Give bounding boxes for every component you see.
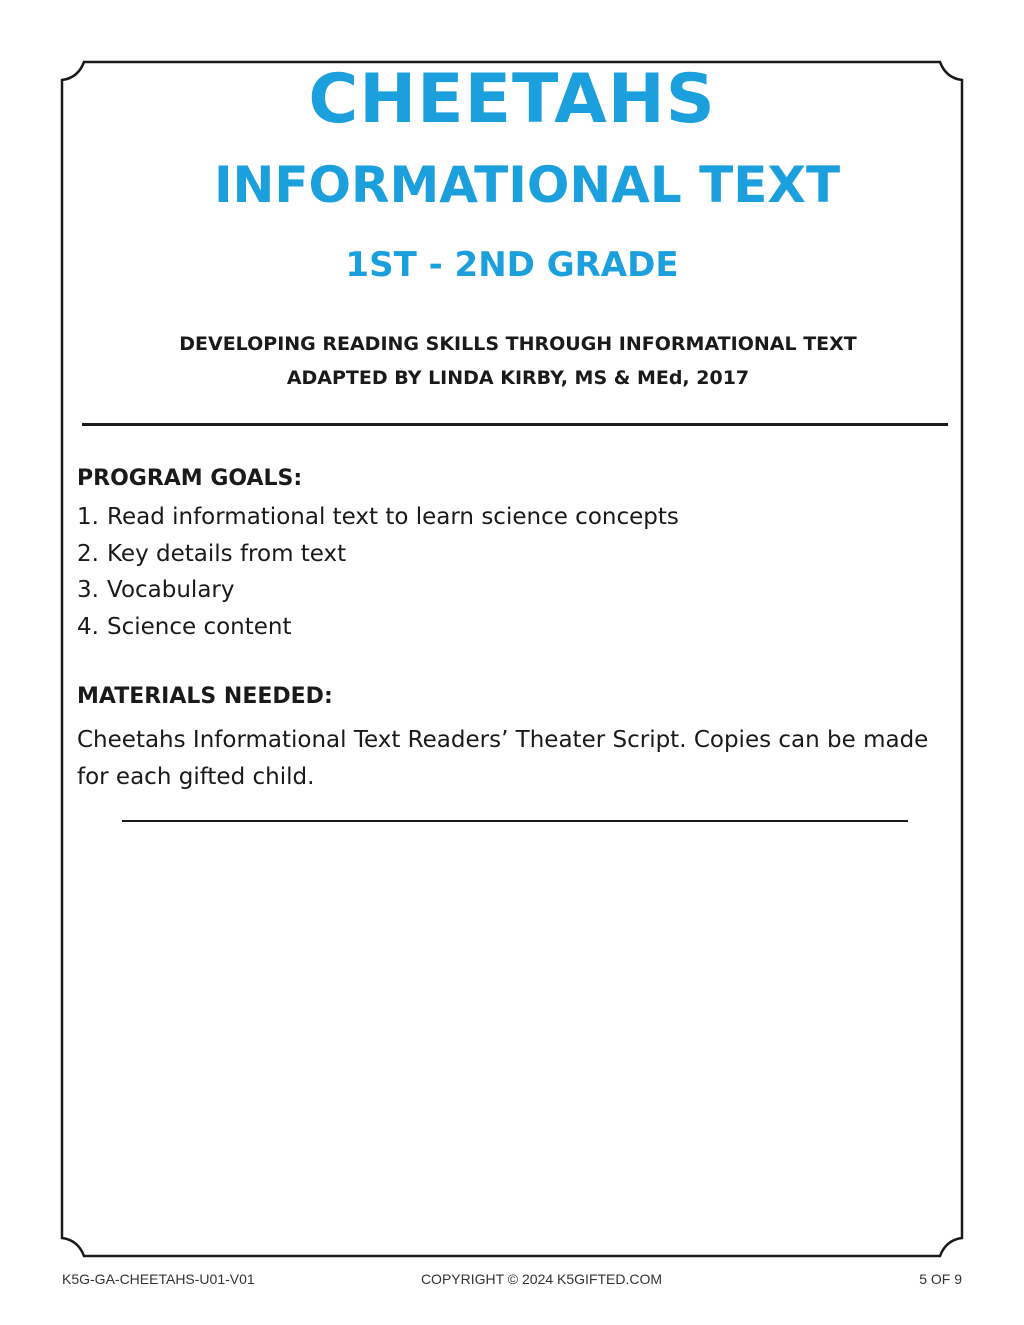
footer-document-code: K5G-GA-CHEETAHS-U01-V01 <box>62 1271 255 1287</box>
materials-needed-text: Cheetahs Informational Text Readers’ Theater Script. Copies can be made for each gifted child. <box>77 727 929 790</box>
goal-number: 4. <box>77 613 99 640</box>
goal-text: Key details from text <box>107 540 347 567</box>
goal-item <box>77 539 679 576</box>
goal-text: Science content <box>107 613 292 640</box>
tagline-line-2: ADAPTED BY LINDA KIRBY, MS & MEd, 2017 <box>286 367 750 389</box>
page-subtitle: INFORMATIONAL TEXT <box>213 156 841 214</box>
footer-copyright: COPYRIGHT © 2024 K5GIFTED.COM <box>420 1271 663 1287</box>
tagline-line-1: DEVELOPING READING SKILLS THROUGH INFORMATIONAL TEXT <box>179 333 857 355</box>
goal-number: 3. <box>77 577 99 603</box>
program-goals-heading: PROGRAM GOALS: <box>77 466 303 491</box>
goal-text: Read informational text to learn science concepts <box>107 504 679 530</box>
grade-level: 1ST - 2ND GRADE <box>345 245 679 285</box>
goal-number: 2. <box>77 540 99 567</box>
section-divider-top <box>82 423 948 426</box>
goal-item <box>77 502 679 539</box>
goal-number: 1. <box>77 504 99 530</box>
footer-page-number: 5 OF 9 <box>919 1271 962 1287</box>
goal-text: Vocabulary <box>107 577 235 603</box>
program-goals-list <box>77 502 679 648</box>
section-divider-bottom <box>122 820 908 822</box>
goal-item <box>77 575 679 612</box>
materials-needed-heading: MATERIALS NEEDED: <box>77 684 333 709</box>
goal-item <box>77 612 679 649</box>
page-title: CHEETAHS <box>308 60 716 139</box>
